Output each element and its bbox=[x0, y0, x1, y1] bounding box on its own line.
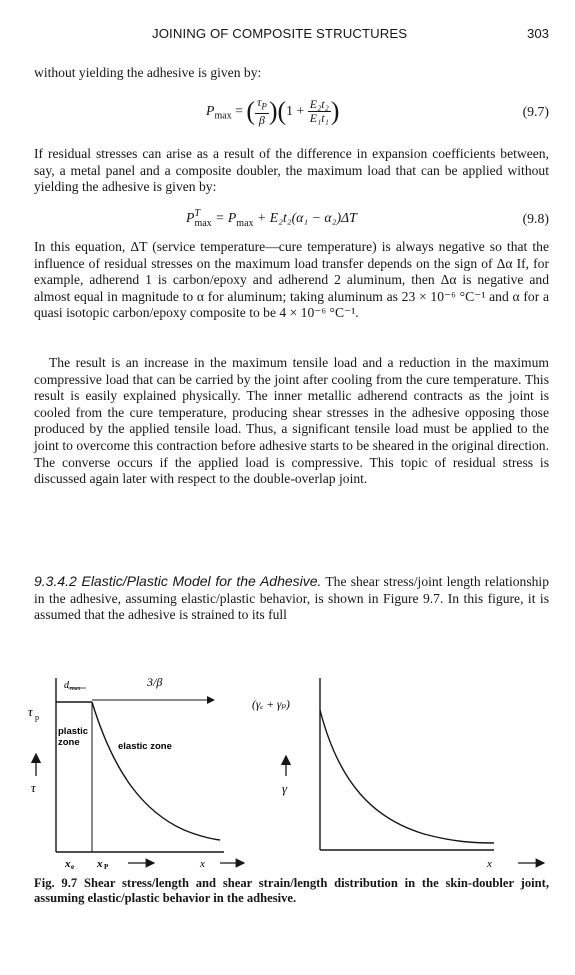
tau-axis-label: τ bbox=[31, 780, 36, 795]
equation-number-9-8: (9.8) bbox=[522, 211, 549, 226]
figure-caption: Fig. 9.7 Shear stress/length and shear strain/length distribution in the skin-doubler joint, assuming elastic/plastic behavior in the adhesive. bbox=[34, 876, 549, 906]
elastic-zone-label: elastic zone bbox=[118, 741, 172, 752]
equation-9-7-body: $P_{max}$ = ( $\frac{\tau_P}{\beta}$ )(1 + $\frac{\text{E₂t₂}}{\text{E₁t₁}}$ ) bbox=[206, 95, 340, 128]
eq-one-plus: 1 + bbox=[286, 102, 305, 118]
section-text: The shear stress/joint length relationship in the adhesive, assuming elastic/plastic behavior, is shown in Figure 9.7. In this figure, it is assumed that the adhesive is strained to its full bbox=[34, 574, 549, 623]
fraction-tau-beta bbox=[255, 96, 269, 127]
stress-x-label: x bbox=[200, 858, 205, 869]
stress-panel bbox=[28, 675, 244, 869]
equation-9-7 bbox=[34, 92, 549, 136]
eq98-equals-p: = P bbox=[215, 210, 237, 226]
running-title: JOINING OF COMPOSITE STRUCTURES bbox=[152, 26, 408, 41]
eq-equals: = bbox=[235, 102, 243, 118]
eq-max-sub: max bbox=[214, 110, 232, 122]
xe-sub: e bbox=[71, 863, 75, 869]
strain-x-label: x bbox=[487, 858, 492, 869]
equation-9-8-body bbox=[186, 209, 357, 229]
eq-beta: β bbox=[258, 113, 265, 128]
eq98-p: P bbox=[186, 210, 195, 226]
stress-decay-curve bbox=[92, 702, 220, 840]
paragraph-result: The result is an increase in the maximum tensile load and a reduction in the maximum compressive load that can be carried by the joint after cooling from the cure temperature. This result is easily explained physically. The inner metallic adherend contracts as the joint is cooled from the cure temperature, producing shear stresses in the adhesive opposing those produced by the applied tensile load. Thus, a significant tensile load must be applied to the joint to overcome this contraction before adhesive starts to be sheared in the original direction. The converse occurs if the applied load is compressive. This topic of residual stress is discussed again later with respect to the double-overlap joint. bbox=[34, 355, 549, 487]
equation-number-9-7: (9.7) bbox=[522, 104, 549, 119]
paragraph-delta-t: In this equation, ΔT (service temperature—cure temperature) is always negative so that the influence of residual stresses on the maximum load transfer depends on the sign of Δα If, for example, adherend 1 is carbon/epoxy and adherend 2 aluminum, then Δα is negative and almost equal in magnitude to α for aluminum; taking aluminum as 23 × 10⁻⁶ °C⁻¹ and α for a quasi isotopic carbon/epoxy composite to be 4 × 10⁻⁶ °C⁻¹. bbox=[34, 239, 549, 321]
figure-9-7 bbox=[24, 664, 554, 869]
eq98-tail: + E₂t₂(α₁ − α₂)ΔT bbox=[253, 210, 357, 226]
section-9-3-4-2 bbox=[34, 573, 549, 624]
plastic-zone-label-2: zone bbox=[58, 737, 80, 748]
xe-label: x bbox=[65, 858, 71, 869]
gamma-axis-label: γ bbox=[282, 781, 288, 796]
eq-p: P bbox=[206, 102, 215, 118]
paragraph-intro: without yielding the adhesive is given by: bbox=[34, 65, 262, 80]
tau-p-sub: p bbox=[35, 713, 39, 722]
fraction-stiffness bbox=[308, 98, 331, 125]
dmax-label: d bbox=[64, 680, 69, 691]
three-over-beta-label: 3/β bbox=[147, 675, 163, 689]
strain-decay-curve bbox=[320, 710, 494, 843]
eq-e2t2: E₂t₂ bbox=[309, 97, 329, 112]
page-number: 303 bbox=[526, 26, 549, 41]
xp-sub: P bbox=[104, 863, 109, 869]
equation-9-8 bbox=[34, 209, 549, 233]
plastic-zone-label-1: plastic bbox=[58, 726, 89, 737]
section-heading: 9.3.4.2 Elastic/Plastic Model for the Adhesive. bbox=[34, 573, 322, 589]
tau-p-label: τ bbox=[28, 704, 33, 719]
running-header bbox=[34, 26, 549, 44]
dmax-sub: max bbox=[70, 686, 81, 692]
strain-panel bbox=[252, 678, 544, 869]
paragraph-residual: If residual stresses can arise as a result of the difference in expansion coefficients between, say, a metal panel and a composite doubler, the maximum load that can be applied without yielding the adhesive is given by: bbox=[34, 146, 549, 195]
eq-e1t1: E₁t₁ bbox=[309, 111, 329, 126]
eq98-sub: max bbox=[194, 218, 212, 229]
eq98-sup: T bbox=[194, 208, 200, 219]
eq-tau: τ bbox=[257, 95, 262, 109]
eq-tau-sub: P bbox=[261, 101, 267, 112]
gamma-sum-label: (γₑ + γₚ) bbox=[252, 699, 290, 711]
eq98-rhs-sub: max bbox=[236, 217, 254, 229]
xp-label: x bbox=[97, 858, 103, 869]
